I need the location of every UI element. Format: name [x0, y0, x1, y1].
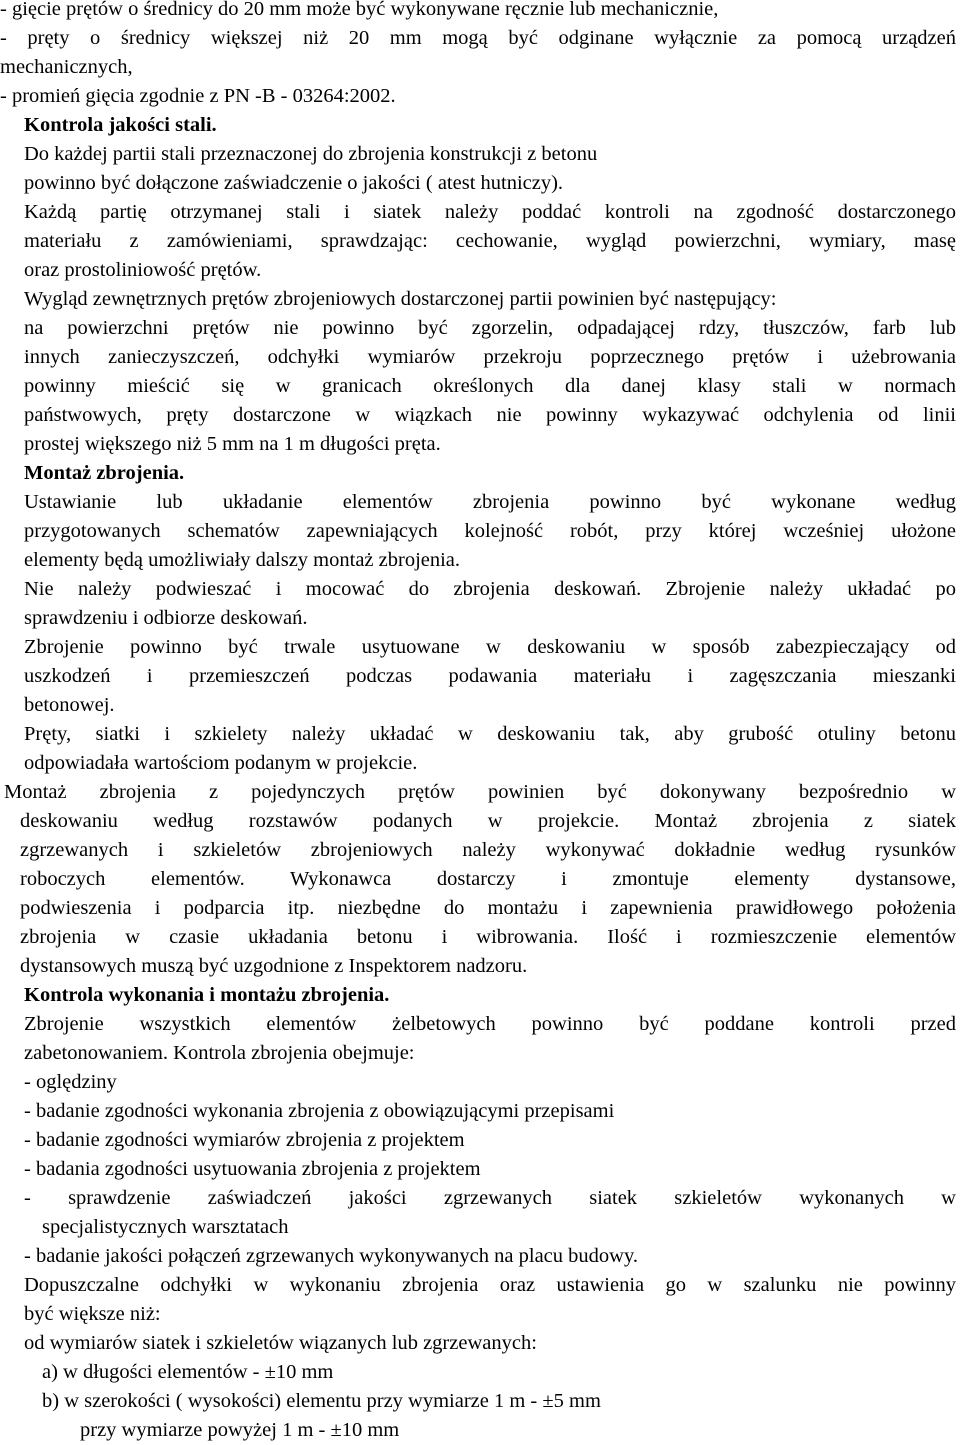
- text-line: innych zanieczyszczeń, odchyłki wymiarów przekroju poprzecznego prętów i użebrowania: [24, 346, 956, 368]
- text-line: podwieszenia i podparcia itp. niezbędne do montażu i zapewnienia prawidłowego położenia: [20, 897, 956, 919]
- text-line: Zbrojenie powinno być trwale usytuowane w deskowaniu w sposób zabezpieczający od: [24, 636, 956, 658]
- text-line: Montaż zbrojenia z pojedynczych prętów powinien być dokonywany bezpośrednio w: [4, 781, 956, 803]
- text-line: na powierzchni prętów nie powinno być zgorzelin, odpadającej rdzy, tłuszczów, farb lub: [24, 317, 956, 339]
- text-line: przygotowanych schematów zapewniających kolejność robót, przy której wcześniej ułożone: [24, 520, 956, 542]
- text-line: uszkodzeń i przemieszczeń podczas podawania materiału i zagęszczania mieszanki: [24, 665, 956, 687]
- text-line: elementy będą umożliwiały dalszy montaż zbrojenia.: [24, 549, 461, 571]
- list-item: - oględziny: [24, 1071, 117, 1093]
- list-item-continuation: specjalistycznych warsztatach: [42, 1216, 289, 1238]
- list-item-bending-large: - pręty o średnicy większej niż 20 mm mogą być odginane wyłącznie za pomocą urządzeń: [0, 27, 956, 49]
- list-item-bending-radius: - promień gięcia zgodnie z PN -B - 03264:2002.: [0, 85, 396, 107]
- text-line: deskowaniu według rozstawów podanych w projekcie. Montaż zbrojenia z siatek: [20, 810, 956, 832]
- text-line: zbrojenia w czasie układania betonu i wibrowania. Ilość i rozmieszczenie elementów: [20, 926, 956, 948]
- text-line: Do każdej partii stali przeznaczonej do zbrojenia konstrukcji z betonu: [24, 143, 598, 165]
- text-line: oraz prostoliniowość prętów.: [24, 259, 262, 281]
- tolerance-item-b: b) w szerokości ( wysokości) elementu przy wymiarze 1 m - ±5 mm: [42, 1390, 601, 1412]
- tolerance-item-a: a) w długości elementów - ±10 mm: [42, 1361, 334, 1383]
- section-heading-inspection: Kontrola wykonania i montażu zbrojenia.: [24, 984, 390, 1006]
- text-line: Każdą partię otrzymanej stali i siatek należy poddać kontroli na zgodność dostarczonego: [24, 201, 956, 223]
- list-item: - badanie zgodności wykonania zbrojenia z obowiązującymi przepisami: [24, 1100, 615, 1122]
- list-item-bending-small: - gięcie prętów o średnicy do 20 mm może być wykonywane ręcznie lub mechanicznie,: [0, 0, 719, 20]
- text-line: państwowych, pręty dostarczone w wiązkach nie powinny wykazywać odchylenia od linii: [24, 404, 956, 426]
- section-heading-steel-quality: Kontrola jakości stali.: [24, 114, 217, 136]
- text-line: powinny mieścić się w granicach określonych dla danej klasy stali w normach: [24, 375, 956, 397]
- text-line: mechanicznych,: [0, 56, 133, 78]
- text-line: zabetonowaniem. Kontrola zbrojenia obejmuje:: [24, 1042, 415, 1064]
- text-line: Zbrojenie wszystkich elementów żelbetowych powinno być poddane kontroli przed: [24, 1013, 956, 1035]
- text-line: być większe niż:: [24, 1303, 161, 1325]
- list-item: - sprawdzenie zaświadczeń jakości zgrzewanych siatek szkieletów wykonanych w: [24, 1187, 956, 1209]
- text-line: roboczych elementów. Wykonawca dostarczy i zmontuje elementy dystansowe,: [20, 868, 956, 890]
- text-line: Dopuszczalne odchyłki w wykonaniu zbrojenia oraz ustawienia go w szalunku nie powinny: [24, 1274, 956, 1296]
- text-line: zgrzewanych i szkieletów zbrojeniowych należy wykonywać dokładnie według rysunków: [20, 839, 956, 861]
- text-line: odpowiadała wartościom podanym w projekcie.: [24, 752, 418, 774]
- list-item: - badanie zgodności wymiarów zbrojenia z projektem: [24, 1129, 465, 1151]
- text-line: prostej większego niż 5 mm na 1 m długości pręta.: [24, 433, 441, 455]
- tolerance-item-b-continuation: przy wymiarze powyżej 1 m - ±10 mm: [80, 1419, 400, 1441]
- text-line: betonowej.: [24, 694, 115, 716]
- text-line: Pręty, siatki i szkielety należy układać w deskowaniu tak, aby grubość otuliny betonu: [24, 723, 956, 745]
- text-line: powinno być dołączone zaświadczenie o jakości ( atest hutniczy).: [24, 172, 564, 194]
- section-heading-assembly: Montaż zbrojenia.: [24, 462, 185, 484]
- text-line: sprawdzeniu i odbiorze deskowań.: [24, 607, 308, 629]
- text-line: dystansowych muszą być uzgodnione z Inspektorem nadzoru.: [20, 955, 528, 977]
- list-item: - badania zgodności usytuowania zbrojenia z projektem: [24, 1158, 481, 1180]
- text-line: Ustawianie lub układanie elementów zbrojenia powinno być wykonane według: [24, 491, 956, 513]
- text-line: Wygląd zewnętrznych prętów zbrojeniowych dostarczonej partii powinien być następujący:: [24, 288, 777, 310]
- text-line: od wymiarów siatek i szkieletów wiązanych lub zgrzewanych:: [24, 1332, 537, 1354]
- list-item: - badanie jakości połączeń zgrzewanych wykonywanych na placu budowy.: [24, 1245, 638, 1267]
- text-line: materiału z zamówieniami, sprawdzając: cechowanie, wygląd powierzchni, wymiary, masę: [24, 230, 956, 252]
- text-line: Nie należy podwieszać i mocować do zbrojenia deskowań. Zbrojenie należy układać po: [24, 578, 956, 600]
